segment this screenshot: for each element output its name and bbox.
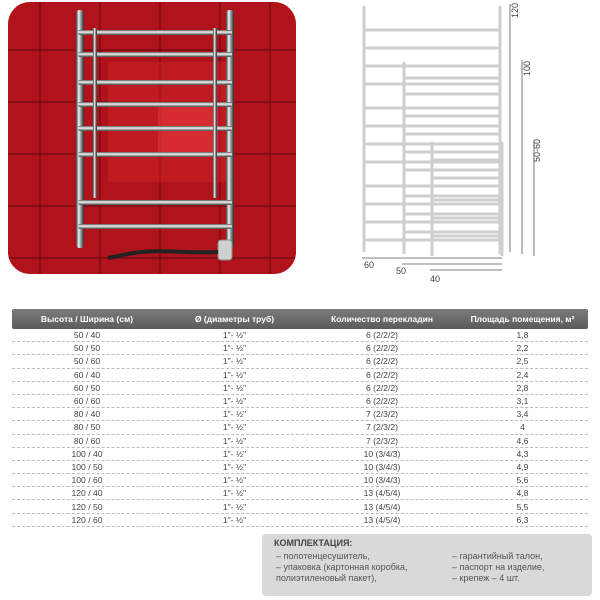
table-cell: 4,3 bbox=[516, 448, 529, 459]
table-row bbox=[12, 461, 588, 474]
table-cell: 120 / 60 bbox=[71, 514, 103, 525]
table-header bbox=[12, 309, 588, 329]
table-cell: 1"- ½" bbox=[222, 396, 247, 407]
table-body bbox=[12, 329, 588, 527]
table-cell: 1"- ½" bbox=[222, 356, 247, 367]
table-cell: 1"- ½" bbox=[222, 475, 247, 486]
table-cell: 10 (3/4/3) bbox=[363, 461, 401, 472]
table-cell: 1"- ½" bbox=[222, 488, 247, 499]
width-label-50: 50 bbox=[396, 266, 407, 276]
col-header-diameter: Ø (диаметры труб) bbox=[194, 314, 275, 324]
table-cell: 5,6 bbox=[516, 475, 529, 486]
table-cell: 1"- ½" bbox=[222, 369, 247, 380]
table-cell: 80 / 40 bbox=[73, 409, 101, 420]
table-row bbox=[12, 487, 588, 500]
kit-item: – паспорт на изделие, bbox=[452, 562, 545, 572]
height-label-120: 120 bbox=[510, 2, 520, 18]
kit-right-list bbox=[452, 551, 587, 584]
col-header-bars: Количество перекладин bbox=[331, 314, 433, 324]
table-cell: 6 (2/2/2) bbox=[365, 396, 398, 407]
table-row bbox=[12, 448, 588, 461]
table-cell: 6 (2/2/2) bbox=[365, 330, 398, 341]
towel-rail-image bbox=[8, 2, 296, 274]
table-cell: 1"- ½" bbox=[222, 343, 247, 354]
table-cell: 1,8 bbox=[516, 330, 529, 341]
table-cell: 1"- ½" bbox=[222, 382, 247, 393]
kit-item: – полотенцесушитель, bbox=[276, 551, 370, 561]
dimension-diagram bbox=[350, 0, 595, 290]
kit-item: – крепеж – 4 шт. bbox=[452, 573, 520, 583]
kit-item: – упаковка (картонная коробка, bbox=[276, 562, 408, 572]
kit-title: КОМПЛЕКТАЦИЯ: bbox=[274, 538, 353, 548]
table-row bbox=[12, 408, 588, 421]
table-row bbox=[12, 382, 588, 395]
col-header-size: Высота / Ширина (см) bbox=[40, 314, 134, 324]
table-cell: 120 / 50 bbox=[71, 501, 103, 512]
table-row bbox=[12, 421, 588, 434]
kit-item: полиэтиленовый пакет), bbox=[276, 573, 377, 583]
table-cell: 2,2 bbox=[516, 343, 529, 354]
table-row bbox=[12, 329, 588, 342]
table-cell: 4,6 bbox=[516, 435, 529, 446]
table-cell: 13 (4/5/4) bbox=[363, 488, 401, 499]
table-cell: 4,8 bbox=[516, 488, 529, 499]
table-cell: 1"- ½" bbox=[222, 330, 247, 341]
table-cell: 6,3 bbox=[516, 514, 529, 525]
table-cell: 1"- ½" bbox=[222, 501, 247, 512]
width-label-60: 60 bbox=[364, 260, 375, 270]
table-cell: 7 (2/3/2) bbox=[365, 435, 398, 446]
table-cell: 80 / 50 bbox=[73, 422, 101, 433]
table-cell: 1"- ½" bbox=[222, 422, 247, 433]
table-cell: 50 / 60 bbox=[73, 356, 101, 367]
table-cell: 2,4 bbox=[516, 369, 529, 380]
table-row bbox=[12, 395, 588, 408]
table-row bbox=[12, 369, 588, 382]
table-row bbox=[12, 342, 588, 355]
table-cell: 7 (2/3/2) bbox=[365, 422, 398, 433]
table-row bbox=[12, 355, 588, 368]
width-label-40: 40 bbox=[430, 274, 441, 284]
col-header-area: Площадь помещения, м² bbox=[470, 314, 575, 324]
table-cell: 60 / 60 bbox=[73, 396, 101, 407]
table-cell: 6 (2/2/2) bbox=[365, 343, 398, 354]
table-cell: 50 / 50 bbox=[73, 343, 101, 354]
table-cell: 2,8 bbox=[516, 382, 529, 393]
kit-left-list bbox=[276, 551, 446, 584]
table-cell: 2,5 bbox=[516, 356, 529, 367]
spec-table bbox=[12, 309, 588, 527]
table-cell: 1"- ½" bbox=[222, 461, 247, 472]
table-row bbox=[12, 500, 588, 513]
table-cell: 3,4 bbox=[516, 409, 529, 420]
table-cell: 4,9 bbox=[516, 461, 529, 472]
table-cell: 1"- ½" bbox=[222, 435, 247, 446]
table-cell: 10 (3/4/3) bbox=[363, 448, 401, 459]
table-cell: 5,5 bbox=[516, 501, 529, 512]
table-cell: 120 / 40 bbox=[71, 488, 103, 499]
height-label-50-60: 50-60 bbox=[532, 138, 542, 162]
table-cell: 100 / 40 bbox=[71, 448, 103, 459]
table-row bbox=[12, 474, 588, 487]
table-cell: 1"- ½" bbox=[222, 514, 247, 525]
table-row bbox=[12, 514, 588, 527]
table-cell: 6 (2/2/2) bbox=[365, 369, 398, 380]
table-cell: 3,1 bbox=[516, 396, 529, 407]
table-cell: 10 (3/4/3) bbox=[363, 475, 401, 486]
product-photo bbox=[8, 2, 296, 274]
table-cell: 6 (2/2/2) bbox=[365, 382, 398, 393]
table-cell: 1"- ½" bbox=[222, 448, 247, 459]
table-cell: 6 (2/2/2) bbox=[365, 356, 398, 367]
table-row bbox=[12, 435, 588, 448]
table-cell: 7 (2/3/2) bbox=[365, 409, 398, 420]
height-label-100: 100 bbox=[522, 60, 532, 76]
table-cell: 1"- ½" bbox=[222, 409, 247, 420]
table-cell: 60 / 50 bbox=[73, 382, 101, 393]
table-cell: 100 / 50 bbox=[71, 461, 103, 472]
table-cell: 60 / 40 bbox=[73, 369, 101, 380]
table-cell: 50 / 40 bbox=[73, 330, 101, 341]
table-cell: 4 bbox=[520, 422, 525, 433]
kit-item: – гарантийный талон, bbox=[452, 551, 543, 561]
table-cell: 80 / 60 bbox=[73, 435, 101, 446]
package-contents bbox=[262, 534, 592, 596]
table-cell: 13 (4/5/4) bbox=[363, 501, 401, 512]
table-cell: 100 / 60 bbox=[71, 475, 103, 486]
table-cell: 13 (4/5/4) bbox=[363, 514, 401, 525]
